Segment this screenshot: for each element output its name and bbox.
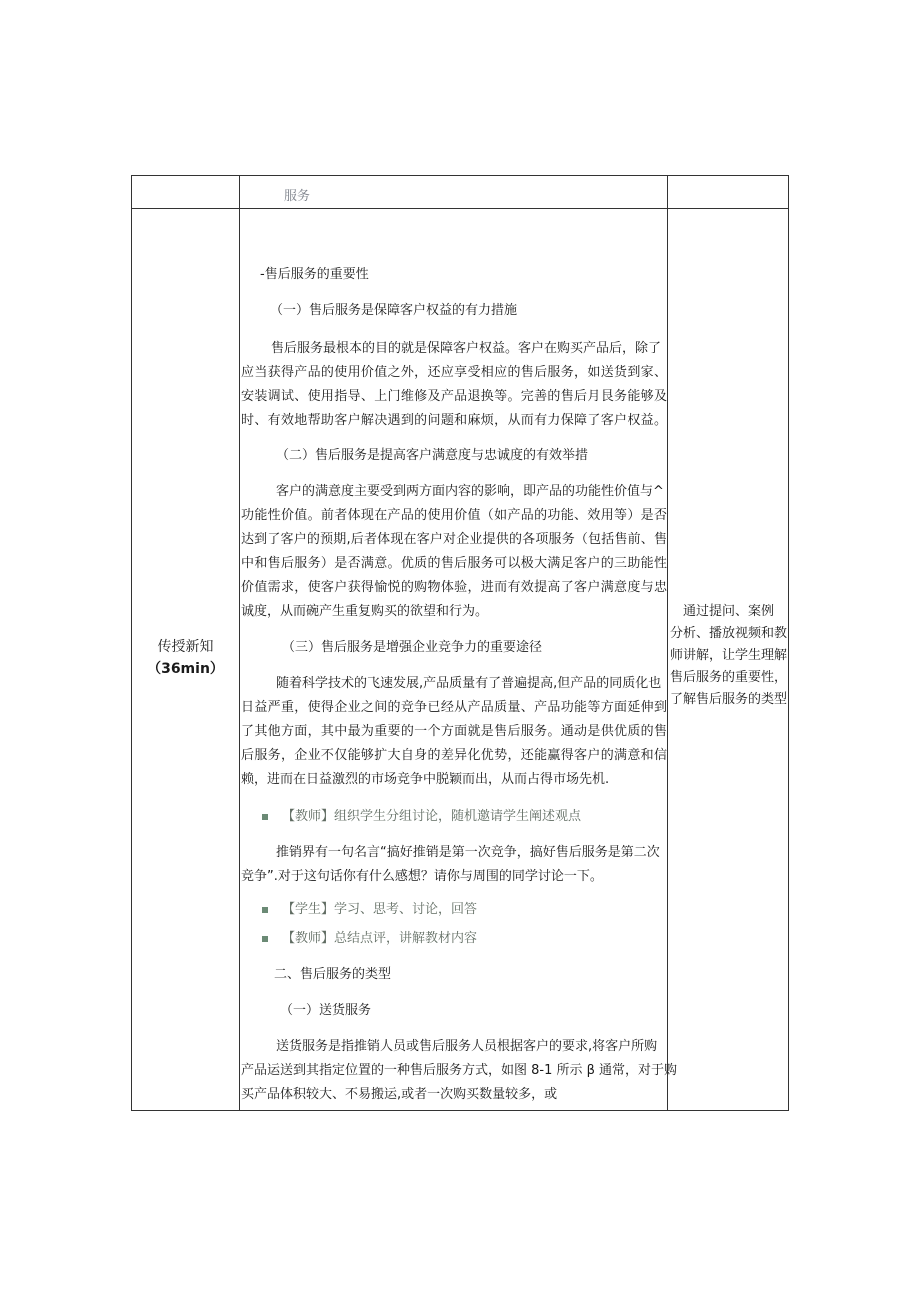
teacher-activity-item xyxy=(262,805,581,824)
subheading: （二）售后服务是提高客户满意度与忠诚度的有效举措 xyxy=(276,448,589,463)
subheading: （一）送货服务 xyxy=(280,1003,372,1018)
stage-label xyxy=(132,636,239,680)
paragraph-line: 竞争”.对于这句话你有什么感想？请你与周围的同学讨论一下。 xyxy=(241,869,603,884)
section-heading: -售后服务的重要性 xyxy=(260,267,369,282)
column-divider-left xyxy=(239,176,240,1110)
activity-text: 【学生】学习、思考、讨论，回答 xyxy=(282,902,478,917)
paragraph-line: 后服务，企业不仅能够扩大自身的差异化优势，还能赢得客户的满意和信 xyxy=(241,748,667,763)
design-intent-note xyxy=(668,601,789,711)
student-activity-item xyxy=(262,898,477,917)
bullet-icon xyxy=(262,907,268,913)
paragraph-line: 送货服务是指推销人员或售后服务人员根据客户的要求,将客户所购 xyxy=(276,1039,658,1054)
paragraph-line: 产品运送到其指定位置的一种售后服务方式，如图 8-1 所示 β 通常，对于购 xyxy=(241,1063,678,1078)
header-divider xyxy=(132,208,788,209)
paragraph-line: 赖，进而在日益激烈的市场竞争中脱颖而出，从而占得市场先机. xyxy=(241,772,610,787)
paragraph-line: 买产品体积较大、不易搬运,或者一次购买数量较多，或 xyxy=(241,1087,558,1102)
paragraph-line: 了其他方面，其中最为重要的一个方面就是售后服务。通动是供优质的售 xyxy=(241,724,667,739)
note-line: 售后服务的重要性， xyxy=(669,670,787,685)
activity-text: 【教师】组织学生分组讨论，随机邀请学生阐述观点 xyxy=(282,809,582,824)
subheading: （三）售后服务是增强企业竞争力的重要途径 xyxy=(282,640,543,655)
paragraph-line: 推销界有一句名言“搞好推销是第一次竞争，搞好售后服务是第二次 xyxy=(276,845,660,860)
paragraph-line: 售后服务最根本的目的就是保障客户权益。客户在购买产品后，除了 xyxy=(271,341,662,356)
note-line: 通过提问、案例 xyxy=(682,604,774,619)
stage-title: 传授新知 xyxy=(157,639,214,655)
stage-time: （36min） xyxy=(147,661,224,677)
lesson-table xyxy=(131,175,789,1111)
paragraph-line: 随着科学技术的飞速发展,产品质量有了普遍提高,但产品的同质化也 xyxy=(276,676,662,691)
paragraph-line: 客户的满意度主要受到两方面内容的影响，即产品的功能性价值与^ xyxy=(276,484,664,499)
bullet-icon xyxy=(262,936,268,942)
bullet-icon xyxy=(262,814,268,820)
paragraph-line: 时、有效地帮助客户解决遇到的问题和麻烦，从而有力保障了客户权益。 xyxy=(241,413,667,428)
paragraph-line: 中和售后服务）是否满意。优质的售后服务可以极大满足客户的三助能性 xyxy=(241,556,667,571)
note-line: 师讲解，让学生理解 xyxy=(669,648,787,663)
paragraph-line: 诚度，从而碗产生重复购买的欲望和行为。 xyxy=(241,604,489,619)
paragraph-line: 价值需求，使客户获得愉悦的购物体验，进而有效提高了客户满意度与忠 xyxy=(241,580,667,595)
activity-text: 【教师】总结点评，讲解教材内容 xyxy=(282,931,478,946)
teacher-activity-item xyxy=(262,927,477,946)
note-line: 分析、播放视频和教 xyxy=(669,626,787,641)
header-middle-cell: 服务 xyxy=(284,189,311,204)
subheading: （一）售后服务是保障客户权益的有力措施 xyxy=(270,303,518,318)
paragraph-line: 日益严重，使得企业之间的竞争已经从产品质量、产品功能等方面延伸到 xyxy=(241,700,667,715)
note-line: 了解售后服务的类型 xyxy=(669,692,787,707)
paragraph-line: 功能性价值。前者体现在产品的使用价值（如产品的功能、效用等）是否 xyxy=(241,508,667,523)
paragraph-line: 应当获得产品的使用价值之外，还应享受相应的售后服务，如送货到家、 xyxy=(241,365,667,380)
paragraph-line: 安装调试、使用指导、上门维修及产品退换等。完善的售后月艮务能够及 xyxy=(241,389,667,404)
paragraph-line: 达到了客户的预期,后者体现在客户对企业提供的各项服务（包括售前、售 xyxy=(241,532,667,547)
section-heading: 二、售后服务的类型 xyxy=(274,967,392,982)
